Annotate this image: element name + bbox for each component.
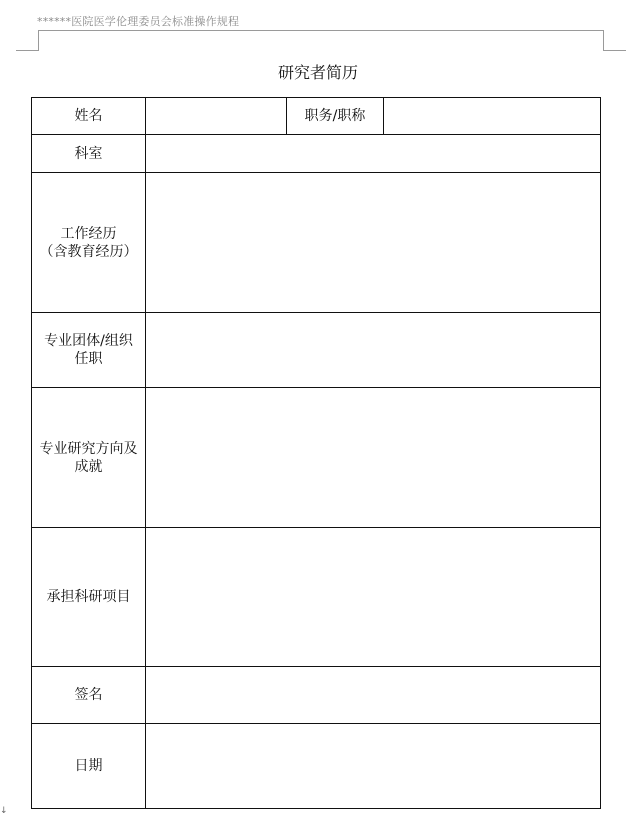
- row-work-history: [32, 173, 601, 313]
- research-label-line2: 成就: [74, 458, 103, 475]
- page-header-text: ******医院医学伦理委员会标准操作规程: [37, 15, 240, 28]
- work-history-label-line1: 工作经历: [60, 225, 117, 242]
- signature-label: 签名: [74, 687, 103, 703]
- row-date: [32, 724, 601, 809]
- work-history-label-cell: [32, 173, 146, 313]
- org-role-label-line2: 任职: [74, 351, 103, 367]
- resume-form-table: [31, 97, 601, 809]
- department-label: 科室: [74, 145, 103, 162]
- research-label-cell: [32, 388, 146, 528]
- name-input-cell[interactable]: [146, 98, 287, 135]
- header-divider: [38, 30, 603, 31]
- date-label: 日期: [74, 758, 103, 774]
- row-projects: [32, 528, 601, 667]
- paragraph-mark-icon: ↓: [0, 806, 8, 816]
- name-label: 姓名: [74, 108, 103, 124]
- row-signature: [32, 667, 601, 724]
- department-label-cell: [32, 135, 146, 173]
- row-research: [32, 388, 601, 528]
- position-label: 职务/职称: [304, 108, 366, 124]
- signature-label-cell: [32, 667, 146, 724]
- projects-label: 承担科研项目: [46, 589, 131, 605]
- position-input-cell[interactable]: [384, 98, 601, 135]
- date-label-cell: [32, 724, 146, 809]
- projects-input-cell[interactable]: [146, 528, 601, 667]
- org-role-label-line1: 专业团体/组织: [44, 333, 133, 349]
- name-label-cell: [32, 98, 146, 135]
- row-department: [32, 135, 601, 173]
- position-label-cell: [287, 98, 384, 135]
- document-title: 研究者简历: [277, 63, 358, 82]
- row-name: [32, 98, 601, 135]
- department-input-cell[interactable]: [146, 135, 601, 173]
- signature-input-cell[interactable]: [146, 667, 601, 724]
- org-role-input-cell[interactable]: [146, 313, 601, 388]
- projects-label-cell: [32, 528, 146, 667]
- date-input-cell[interactable]: [146, 724, 601, 809]
- work-history-input-cell[interactable]: [146, 173, 601, 313]
- org-role-label-cell: [32, 313, 146, 388]
- research-label-line1: 专业研究方向及: [39, 440, 138, 457]
- research-input-cell[interactable]: [146, 388, 601, 528]
- row-org-role: [32, 313, 601, 388]
- margin-corner-left: [16, 30, 39, 51]
- work-history-label-line2: （含教育经历）: [39, 243, 138, 260]
- margin-corner-right: [603, 30, 626, 51]
